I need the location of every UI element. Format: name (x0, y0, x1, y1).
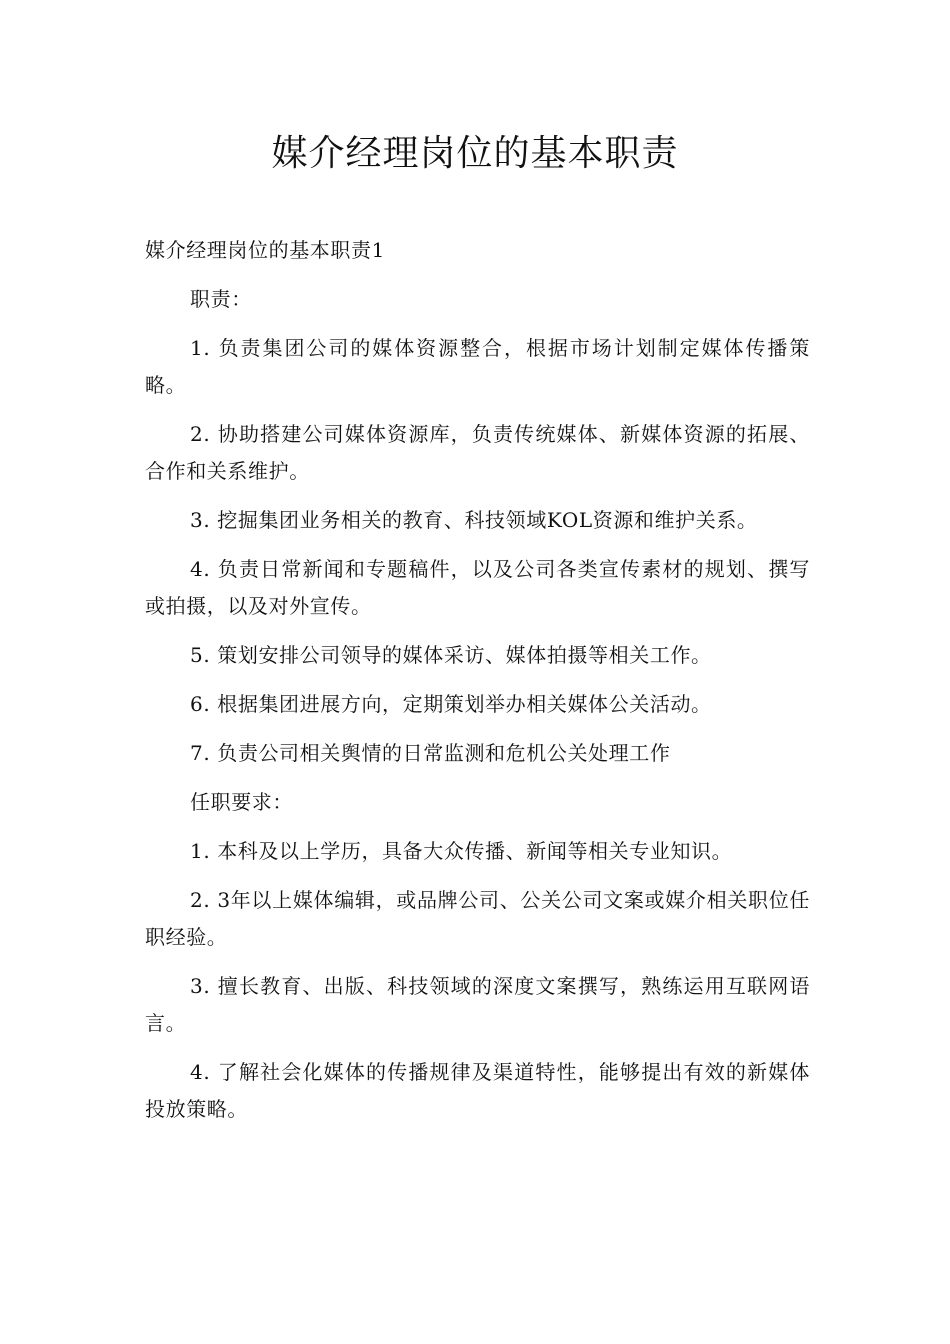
requirement-item-4: 4. 了解社会化媒体的传播规律及渠道特性，能够提出有效的新媒体投放策略。 (145, 1060, 810, 1121)
duty-item-1: 1. 负责集团公司的媒体资源整合，根据市场计划制定媒体传播策略。 (145, 336, 810, 397)
duty-item-3: 3. 挖掘集团业务相关的教育、科技领域KOL资源和维护关系。 (190, 508, 758, 532)
duty-item-6: 6. 根据集团进展方向，定期策划举办相关媒体公关活动。 (190, 692, 712, 716)
document-body (145, 232, 810, 1140)
duty-item-5: 5. 策划安排公司领导的媒体采访、媒体拍摄等相关工作。 (190, 643, 712, 667)
document-title: 媒介经理岗位的基本职责 (271, 133, 679, 174)
requirement-item-1: 1. 本科及以上学历，具备大众传播、新闻等相关专业知识。 (190, 839, 733, 863)
duty-item-2: 2. 协助搭建公司媒体资源库，负责传统媒体、新媒体资源的拓展、合作和关系维护。 (145, 422, 810, 483)
section-heading: 媒介经理岗位的基本职责1 (145, 238, 385, 262)
requirements-label: 任职要求： (190, 790, 293, 814)
requirement-item-2: 2. 3年以上媒体编辑，或品牌公司、公关公司文案或媒介相关职位任职经验。 (145, 888, 810, 949)
requirement-item-3: 3. 擅长教育、出版、科技领域的深度文案撰写，熟练运用互联网语言。 (145, 974, 810, 1035)
duties-label: 职责： (190, 287, 252, 311)
duty-item-7: 7. 负责公司相关舆情的日常监测和危机公关处理工作 (190, 741, 671, 765)
duty-item-4: 4. 负责日常新闻和专题稿件，以及公司各类宣传素材的规划、撰写或拍摄，以及对外宣传。 (145, 557, 810, 618)
